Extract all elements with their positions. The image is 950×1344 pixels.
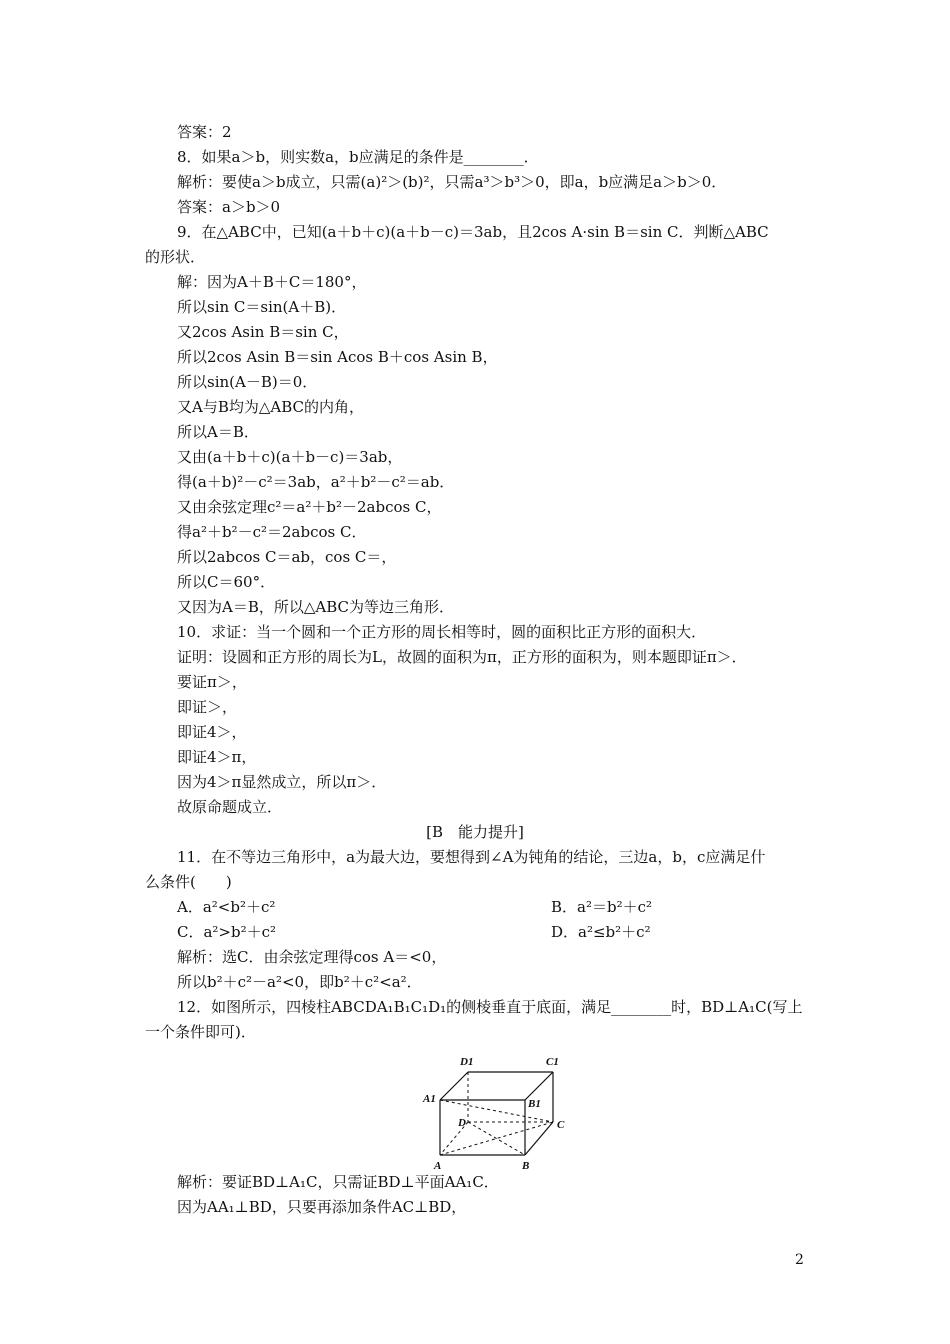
analysis-12-cont: 因为AA₁⊥BD，只要再添加条件AC⊥BD， xyxy=(177,1198,467,1216)
option-d: D．a²≤b²＋c² xyxy=(551,923,651,941)
solution-line: 所以2abcos C＝ab，cos C＝， xyxy=(177,548,397,566)
analysis-12: 解析：要证BD⊥A₁C，只需证BD⊥平面AA₁C． xyxy=(177,1173,499,1191)
proof-line: 即证4＞π， xyxy=(177,748,257,766)
solution-line: 所以A＝B． xyxy=(177,423,259,441)
label-a1: A1 xyxy=(423,1093,436,1105)
solution-line: 得(a＋b)²－c²＝3ab，a²＋b²－c²＝ab． xyxy=(177,473,455,491)
analysis-11-cont: 所以b²＋c²－a²<0，即b²＋c²<a²． xyxy=(177,973,422,991)
answer-8: 答案：a＞b＞0 xyxy=(177,198,281,216)
proof-line: 因为4＞π显然成立，所以π＞． xyxy=(177,773,387,791)
question-11-cont: 么条件( ) xyxy=(145,873,232,891)
option-c: C．a²>b²＋c² xyxy=(177,923,277,941)
question-11: 11．在不等边三角形中，a为最大边，要想得到∠A为钝角的结论，三边a，b，c应满足什 xyxy=(177,848,766,866)
proof-line: 即证＞， xyxy=(177,698,238,716)
solution-line: 所以sin C＝sin(A＋B)． xyxy=(177,298,347,316)
solution-line: 解：因为A＋B＋C＝180°， xyxy=(177,273,367,291)
label-c1: C1 xyxy=(546,1056,559,1068)
question-12-cont: 一个条件即可)． xyxy=(145,1023,256,1041)
option-b: B．a²＝b²＋c² xyxy=(551,898,653,916)
question-9-cont: 的形状． xyxy=(145,248,206,266)
question-8: 8．如果a＞b，则实数a，b应满足的条件是________． xyxy=(177,148,539,166)
solution-line: 得a²＋b²－c²＝2abcos C． xyxy=(177,523,367,541)
label-b1: B1 xyxy=(528,1098,541,1110)
proof-line: 证明：设圆和正方形的周长为L，故圆的面积为π，正方形的面积为，则本题即证π＞． xyxy=(177,648,747,666)
solution-line: 又由(a＋b＋c)(a＋b－c)＝3ab， xyxy=(177,448,403,466)
proof-line: 故原命题成立． xyxy=(177,798,283,816)
option-a: A．a²<b²＋c² xyxy=(177,898,276,916)
page-number: 2 xyxy=(795,1252,804,1268)
question-10: 10．求证：当一个圆和一个正方形的周长相等时，圆的面积比正方形的面积大． xyxy=(177,623,707,641)
proof-line: 即证4＞， xyxy=(177,723,247,741)
question-12: 12．如图所示，四棱柱ABCDA₁B₁C₁D₁的侧棱垂直于底面，满足________时，BD⊥A₁C(写上 xyxy=(177,998,803,1016)
section-heading: [B 能力提升] xyxy=(426,823,524,841)
solution-line: 又因为A＝B，所以△ABC为等边三角形． xyxy=(177,598,455,616)
label-a: A xyxy=(434,1160,442,1172)
prism-figure xyxy=(420,1050,570,1172)
proof-line: 要证π＞， xyxy=(177,673,247,691)
label-d: D xyxy=(458,1117,466,1129)
analysis-8: 解析：要使a＞b成立，只需(a)²＞(b)²，只需a³＞b³＞0，即a，b应满足a＞b＞0． xyxy=(177,173,727,191)
answer-7: 答案：2 xyxy=(177,123,232,141)
solution-line: 所以sin(A－B)＝0． xyxy=(177,373,318,391)
label-d1: D1 xyxy=(460,1056,474,1068)
solution-line: 又由余弦定理c²＝a²＋b²－2abcos C， xyxy=(177,498,442,516)
solution-line: 又A与B均为△ABC的内角， xyxy=(177,398,365,416)
label-b: B xyxy=(522,1160,530,1172)
solution-line: 所以2cos Asin B＝sin Acos B＋cos Asin B， xyxy=(177,348,498,366)
solution-line: 所以C＝60°． xyxy=(177,573,276,591)
question-9: 9．在△ABC中，已知(a＋b＋c)(a＋b－c)＝3ab，且2cos A·sin B＝sin C．判断△ABC xyxy=(177,223,769,241)
analysis-11: 解析：选C．由余弦定理得cos A＝<0， xyxy=(177,948,447,966)
solution-line: 又2cos Asin B＝sin C， xyxy=(177,323,349,341)
label-c: C xyxy=(557,1119,565,1131)
